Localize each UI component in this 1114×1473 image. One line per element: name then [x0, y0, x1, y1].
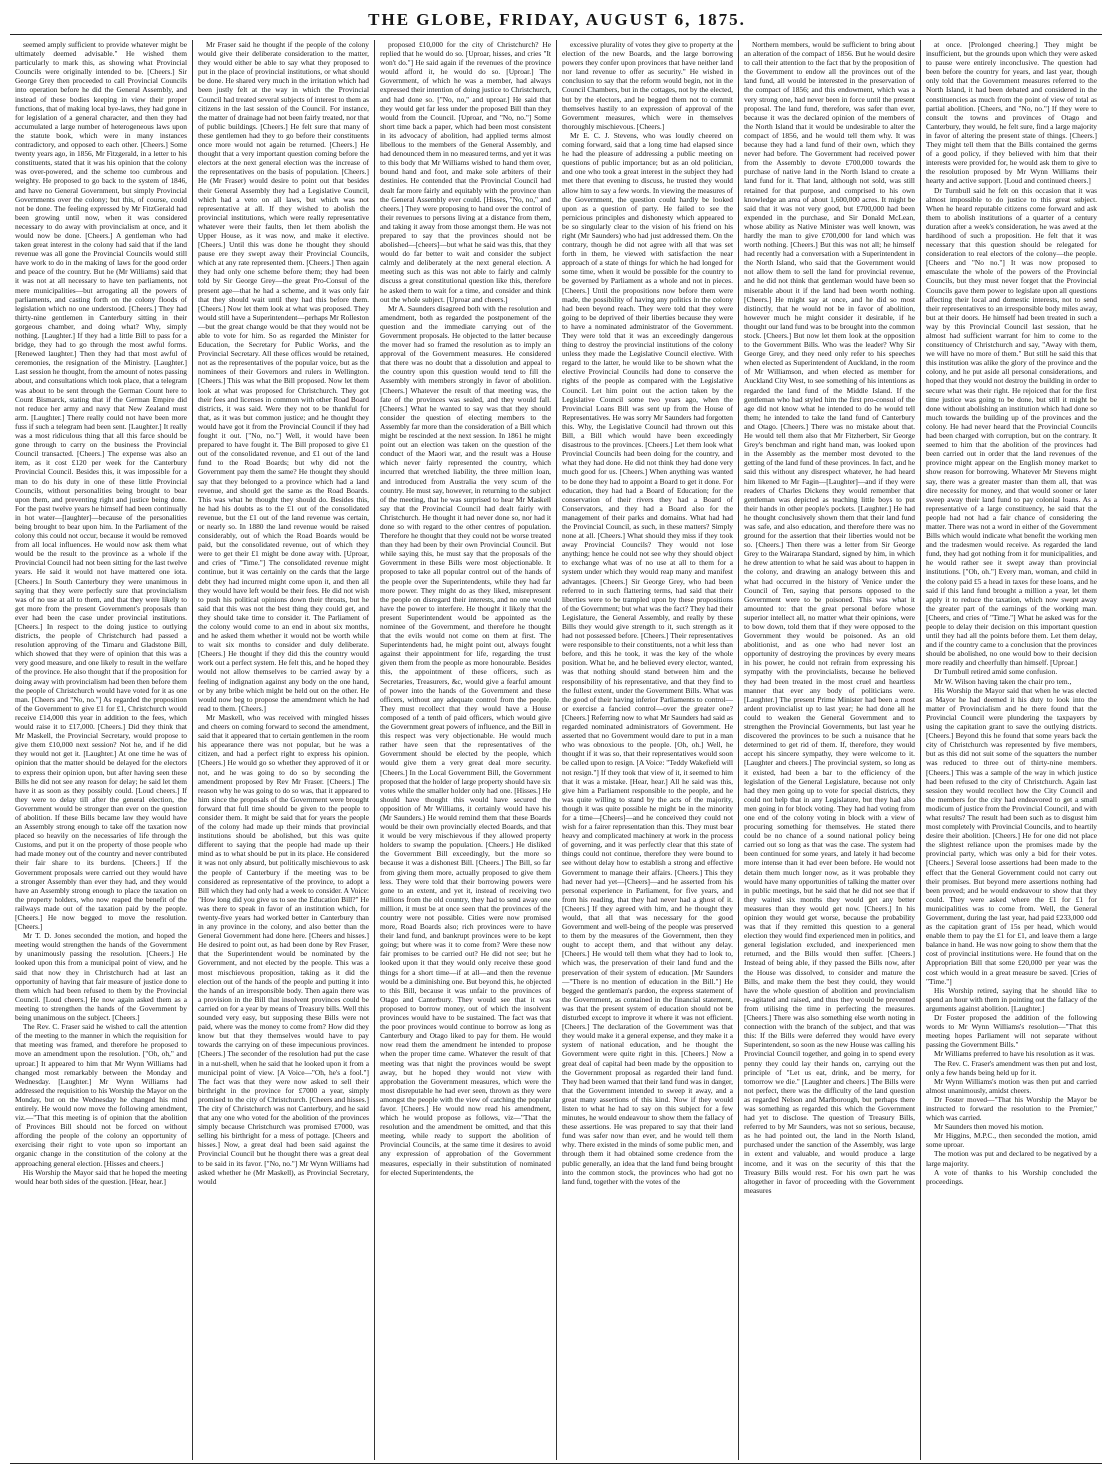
paragraph: The motion was put and declared to be negatived by a large majority. [926, 1149, 1097, 1168]
column-6 [920, 40, 1102, 1460]
paragraph: at once. [Prolonged cheering.] They might be insufficient, but the grounds upon which they were asked to pause were entirely inconclusive. The question had been before the country for years, and last year, though only told that the Government measures referred to the North Island, it had been debated and considered in the constituencies as much from the point of view of total as partial abolition. [Cheers, and "No, no."] If they were to consult the towns and provinces of Otago and Canterbury, they would, he felt sure, find a large majority in favor of altering the present state of things. [Cheers.] They might tell them that the Bills contained the germs of a good policy, if they believed with him that their interests were provided for, he would ask them to give to the resolution proposed by Mr Wynn Williams their hearty and active support. [Loud and continued cheers.] [926, 40, 1097, 186]
paragraph: Mr Higgins, M.P.C., then seconded the motion, amid some uproar. [926, 1131, 1097, 1150]
paragraph: Mr Maskell, who was received with mingled hisses and cheers on coming forward to second the amendment, said that it appeared that to certain gentlemen in the room his appearance there was not popular, but he was a citizen, and had a perfect right to express his opinion. [Cheers.] He would go so whether they approved of it or not, and he was going to do so by seconding the amendment proposed by Rev Mr Fraser. [Cheers.] The reason why he was going to do so was, that it appeared to him since the proposals of the Government were brought forward that full time should be given to the people to consider them. It might be said that for years the people of the colony had made up their minds that provincial institutions should be abolished, but this was quite different to saying that the people had made up their mind as to what should be put in its place. He considered it was not only absurd, but politically mischievous to ask the people of Canterbury if the meeting was to be considered as representative of the province, to adopt a Bill which they had only had a week to consider. A Voice: "How long did you give us to see the Education Bill?" He was there to speak in favor of an institution which, for twenty-five years had worked better in Canterbury than in any province in the colony, and also better than the General Government had done here. [Cheers and hisses.] He desired to point out, as had been done by Rev Fraser, that the Superintendent would be nominated by the Government, and not elected by the people. This was a most mischievous proposition, taking as it did the election out of the hands of the people and putting it into the hands of an irresponsible body. Then again there was a provision in the Bill that insolvent provinces could be carried on for a year by means of Treasury bills. Well this sounded very easy, but supposing these Bills were not paid, where was the money to come from? How did they know but that they themselves would have to pay towards the carrying on of these impecunious provinces. [Cheers.] The seconder of the resolution had put the case in a nut-shell, when he said that he looked upon it from a municipal point of view. [A Voice—"Oh, he's a fool."] The fact was that they were now asked to sell their birthright in the province for £7000 a year, simply promised to the city of Christchurch. [Cheers and hisses.] The city of Christchurch was not Canterbury, and he said that any one who voted for the abolition of the provinces simply because Christchurch was promised £7000, was selling his birthright for a mess of pottage. [Cheers and hisses.] Now, a great deal had been said against the Provincial Council but he thought there was a great deal to be said in its favor. ["No, no."] Mr Wynn Williams had asked whether he (Mr Maskell), as Provincial Secretary, would [198, 712, 369, 1186]
paragraph: Mr Fraser said he thought if the people of the colony would give their deliberate consideration to the matter, they would either be able to say what they proposed to put in the place of provincial institutions, or what should be done. He shared very much in the irritation which had been justly felt at the way in which the Provincial Council had treated several subjects of interest to them as citizens in the last session of the Council. For instance, the matter of drainage had not been fairly treated, nor that of public buildings. [Cheers.] He felt sure that many of these gentlemen had they to go before their constituents once more would not again be returned. [Cheers.] He thought that a very important question coming before the electors at the next general election was the increase of the representatives on the basis of population. [Cheers.] He (Mr Fraser) would desire to point out that besides their General Assembly they had a Legislative Council, which had a veto on all laws, but which was not representative at all. If they wished to abolish the provincial institutions, which were really representative whatever were their faults, then let them abolish the Upper House, as it was now, and make it elective. [Cheers.] Until this was done he thought they should pause ere they swept away their Provincial Councils, which at any rate represented them. [Cheers.] Then again they had only one scheme before them; they had been told by Sir George Grey—the great Pro-Consul of the present age—that he had a scheme, and it was only fair that they should wait until they had this before them. [Cheers.] Now let them look at what was proposed. They would still have a Superintendent—perhaps Mr Rolleston—but the great change would be that they would not be able to vote for him. So as regarded the Minister for Education, the Secretary for Public Works, and the Provincial Secretary. All these offices would be retained, not as the representatives of the popular voice, but as the nominees of their Governors and rulers in Wellington. [Cheers.] This was what the Bill proposed. Now let them look at what was proposed for Christchurch. They got their fees and licenses in common with other Road Board districts, it was said. Were they not to be thankful for that, as it was but common justice; and he thought they would have got it from the Provincial Council if they had fought it out. ["No, no."] Well, it would have been prepared to have fought it. The Bill proposed to give £1 out of the consolidated revenue, and £1 out of the land fund to the Road Boards; but why did not the Government pay them the same? He thought they should say that they belonged to a province which had a land revenue, and should get the same as the Road Boards. This was what he thought they should do. Besides this, he had his doubts as to the £1 out of the consolidated revenue, but the £1 out of the land revenue was certain, or nearly so. In 1880 the land revenue would be raised considerably, out of which the Road Boards would be paid, but the consolidated revenue, out of which they were to get their £1 might be done away with. [Uproar, and cries of "Time."] The consolidated revenue might continue, but it was certainly on the cards that the large debt they had incurred might come upon it, and then all they would have left would be their fees. He did not wish to push his political opinions down their throats, but he said that this was not the best thing they could get, and they should take time to consider it. The Parliament of the colony would come to an end in about six months, and he asked them whether it would not be worth while to wait six months to consider and duly deliberate. [Cheers.] He thought if they did this the country would work out a perfect system. He felt this, and he hoped they would not allow themselves to be carried away by a feeling of indignation against any body on the one hand, or by any bribe which might be held out on the other. He would now beg to propose the amendment which he had read to them. [Cheers.] [198, 40, 369, 713]
paragraph: Mr Williams preferred to have his resolution as it was. [934, 1049, 1095, 1059]
paragraph: Dr Foster proposed the addition of the following words to Mr Wynn Williams's resolution—"That this meeting hopes Parliament will not separate without passing the Government Bills." [926, 1013, 1097, 1050]
paragraph: The Rev. C. Fraser's amendment was then put and lost, only a few hands being held up for it. [926, 1058, 1097, 1077]
paragraph: Northern members, would be sufficient to bring about an alteration of the compact of 1856. But he would desire to call their attention to the fact that by the proposition of the Government to endow all the provinces out of the land fund, all would be interested in the preservation of the compact of 1856; and this endowment, which was a very strong one, had never been in force until the present proposal. The land fund, therefore, was safer than ever, because it was the declared opinion of the members of the North Island that it would be undesirable to alter the compact of 1856, and he would tell them why. It was because they had a land fund of their own, which they never had before. The Government had received power from the Assembly to devote £700,000 towards the purchase of native land in the North Island to create a land fund for it. That land, although not sold, was still retained for that purpose, and comprised to his own knowledge an area of about 1,600,000 acres. It might be said that it was not very good, but £700,000 had been expended in the purchase, and Sir Donald McLean, whose ability as Native Minister was well known, was hardly the man to give £700,000 for land which was worth nothing. [Cheers.] But this was not all; he himself had recently had a conversation with a Superintendent in the North Island, who said that the Government would not allow them to sell the land for provincial revenue, and he did not think that gentleman would have been so miserable about it if the land had been worth nothing. [Cheers.] He might say at once, and he did so most distinctly, that he would not be in favor of abolition, however much he might consider it desirable, if he thought our land fund was to be brought into the common stock. [Cheers.] But now let them look at the opposition to the Government Bills. Who was the leader? Why Sir George Grey, and they need only refer to his speeches when elected as Superintendent of Auckland, in the room of Mr Williamson, and when elected as member for Auckland City West, to see something of his intentions as regarded the land fund of the Middle Island. If the gentleman who had styled him the first pro-consul of the age did not know what he intended to do he would tell them; he intended to take the land fund of Canterbury and Otago. [Cheers.] There was no mistake about that. He would tell them also that Mr Fitzherbert, Sir George Grey's benchman and right hand man, was looked upon in the Assembly as the member most devoted to the getting of the land fund of these provinces. In fact, and he said this without any disrespect whatever, he had heard him likened to Mr Fagin—[Laughter]—and if they were readers of Charles Dickens they would remember that gentleman was depicted as teaching little boys to put their hands in other people's pockets. [Laughter.] He had he thought conclusively shown them that their land fund was safe, and also education, and therefore there was no ground for the assertion that their liberties would not be so. [Cheers.] Then there was a letter from Sir George Grey to the Wairarapa Standard, signed by him, in which he drew attention to what he said was about to happen in the colony, and drawing an analogy between this and what had occurred in the history of Venice under the Council of Ten, saying that persons opposed to the Government were to be poisoned. This was what it amounted to: that the great personal before whose superior intellect all, no matter what their opinions, were to bow down, told them that if they were opposed to the Government they would be poisoned. As an old abolitionist, and as one who had never lost an opportunity of destroying the provinces by every means in his power, he could not refrain from expressing his sympathy with the provincialists, because he believed they had been treated in the most cruel and heartless manner that ever any body of politicians were. [Laughter.] The present Prime Minister had been a most ardent provincialist up to last year; he had done all he could to weaken the General Government and to strengthen the Provincial Governments, but last year he discovered the provinces to be such a nuisance that he determined to get rid of them. If, therefore, they would accept his sincere sympathy, they were welcome to it. [Laughter and cheers.] The provincial system, so long as it existed, had been a bar to the efficiency of the legislation of the General Legislature, because not only had they men going up to vote for special districts, they could not help that in any Legislature, but they had also men going in for block voting. They had had voting from one end of the colony voting in block with a view of procuring something for themselves. He stated there could be no chance of a sound national policy being carried out so long as that was the case. The system had been continued for some years, and lately it had become more intense than it had ever been before. He would not detain them much longer now, as it was probable they would have many opportunities of talking the matter over in public meetings, but he said that he did not see that if they waited six months they would get any better measures than they would get now. [Cheers.] In his opinion they would get worse, because the probability was that if they remitted this question to a general election they would find experienced men in politics, and general legislation excluded, and inexperienced men returned, and the Bills would then suffer. [Cheers.] Instead of being able, if they passed the Bills now, after the House was dissolved, to consider and mature the Bills, and make them the best they could, they would have the whole question of abolition and provincialism re-agitated and raised, and thus they would be prevented from utilising the time in perfecting the measures. [Cheers.] There was also something else worth noting in connection with the branch of the subject, and that was this: If the Bills were deferred they would have every Superintendent, so soon as the new House was calling his Provincial Council together, and going in to spend every penny they could lay their hands on, carrying out the principle of "Let us eat, drink, and be merry, for tomorrow we die." [Laughter and cheers.] The Bills were not perfect, there was the difficulty of the land question as regarded Nelson and Marlborough, but perhaps there was something as regarded this which the Government had yet to disclose. The question of Treasury Bills, referred to by Mr Saunders, was not so serious, because, as he had pointed out, the land in the North Island, purchased under the sanction of the Assembly, was large in extent and valuable, and would produce a large income, and it was on the security of this that the Treasury Bills would rest. For his own part he was altogether in favor of proceeding with the Government measures [744, 40, 915, 1195]
paragraph: Dr Foster moved—"That his Worship the Mayor be instructed to forward the resolution to the Premier," which was carried. [926, 1094, 1097, 1123]
paragraph: Mr T. D. Jones seconded the motion, and hoped the meeting would strengthen the hands of the Government by unanimously passing the resolution. [Cheers.] He looked upon this from a municipal point of view, and he said that now they in Christchurch had at last an opportunity of having that fair measure of justice done to them which had been refused to them by the Provincial Council. [Loud cheers.] He now again asked them as a meeting to strengthen the hands of the Government by being unanimous on the subject. [Cheers.] [15, 931, 187, 1023]
page-masthead: THE GLOBE, FRIDAY, AUGUST 6, 1875. [368, 10, 746, 29]
paragraph: Mr Saunders then moved his motion. [934, 1122, 1044, 1132]
paragraph: Dr Turnbull said he felt on this occasion that it was almost impossible to do justice to this great subject. When he heard reputable citizens come forward and ask them to abolish institutions of a quarter of a century duration after a week's consideration, he was awed at the hardihood of such a proposition. He felt that it was necessary that this question should be relegated for consideration to real electors of the colony—the people. [Cheers and "No no."] It was now proposed to emasculate the whole of the powers of the Provincial Councils, but they must never forget that the Provincial Councils gave them power to legislate upon all questions affecting their local and domestic interests, not to send their representatives to an irresponsible body miles away, but at their doors. He himself had been treated in such a way by this Provincial Council last session, that he almost had sufficient warrant for him to come to the constituency of Christchurch and say, "Away with them, we will have no more of them." But still he said this that this institution was alike the glory of the province and the colony, and he put aside all personal considerations, and hoped that they would not destroy the building in order to secure what was their right. He rejoiced that for the first time justice was going to be done, but still it might be done without abolishing an institution which had done so much towards the building up of the provinces and the colony. He had never heard that the Provincial Councils had been charged with corruption, but on the contrary. It seemed to him that the abolition of the provinces had been carried out in order that the land revenues of the province might appear on the English money market to show reason for borrowing. Whatever Mr Stevens might say, there was a greater master than them all, that was dire necessity for money, and that would sooner or later sweep away their land fund to pay colonial loans. As a representative of a large constituency, he said that the people had not had a fair chance of considering the matter. There was not a word in either of the Government Bills which would indicate what benefit the working men and the tradesmen would receive. As regarded the land fund, they had got nothing from it for municipalities, and he would rather see it swept away than provincial institutions. ["Oh, oh."] Every man, woman, and child in the colony paid £5 a head in taxes for these loans, and he said if this land fund brought a million a year, let them apply it to reduce the taxation, which now swept away the greater part of the earnings of the working man. [Cheers, and cries of "Time."] What he asked was for the people to delay their decision on this important question until they had all the points before them. Let them delay, and if the country came to a conclusion that the provinces should be abolished, no one would bow to their decision more readily and cheerfully than himself. [Uproar.] [926, 185, 1097, 668]
paragraph: Mr A. Saunders disagreed both with the resolution and amendment, both as regarded the postponement of the question and the immediate carrying out of the Government proposals. He objected to the latter because the mover had so framed the resolution as to imply an approval of the Government measures. He considered that there was no doubt that a dissolution and appeal to the country upon this question would tend to fill the Assembly with members strongly in favor of abolition. [Cheers.] Whatever the result of that meeting was, the fate of the provinces was sealed, and they would fall. [Cheers.] What he wanted to say was that they should consider the question of electing members to the Assembly far more than the consideration of a Bill which might be rescinded at the next session. In 1861 he might point out an election was taken on the question of the conduct of the Maori war, and the result was a House which never fairly represented the country, which incurred that wretched liability, the three million loan, and introduced from Australia the very scum of the country. He must say, however, in returning to the subject of the meeting, that he was surprised to hear Mr Maskell say that the Provincial Council had dealt fairly with Christchurch. He thought it had never done so, nor had it done so with regard to the other centres of population. Therefore he thought that they could not be worse treated than they had been by their own Provincial Council. But while saying this, he must say that the proposals of the Government in these Bills were most objectionable. It proposed to take all popular control out of the hands of the people over the Superintendents, while they had far more power. They might do as they liked, misrepresent the people on disregard their interests, and no one would have the power to interfere. He thought it likely that the present Superintendent would be appointed as the nominee of the Government, and therefore he thought that the evils would not come on them at first. The Superintendents had, he might point out, always fought against their appointment for life, regarding the trust given them from the people as more honourable. Besides this, the appointment of these officers, such as Secretaries, Treasurers, &c, would give a fearful amount of power into the hands of the Government and these officers, without any adequate control from the people. They must recollect that they would have a House composed of a tenth of paid officers, which would give the Government great powers of influence, and the Bill in this respect was very objectionable. He would much rather have seen that the representatives of the Government should be elected by the people, which would give them a very great deal more security. [Cheers.] In the Local Government Bill, the Government proposed that the holder of large property should have six votes while the smaller holder only had one. [Hisses.] He should have thought this would have secured the opposition of Mr Williams, it certainly would have his (Mr Saunders.) He would remind them that these Boards would be their own provincially elected Boards, and that it would be very mischievous if they allowed property holders to swamp the population. [Cheers.] He disliked the Government Bill exceedingly, but the more so because it was a dishonest Bill. [Cheers.] The Bill, so far from giving them more, actually proposed to give them less. They were told that their borrowing powers were gone to an extent, and yet it, instead of receiving two millions from the old country, they had to send away one million, it must be at once seen that the provinces of the country were not possible. Cities were now promised more, Road Boards also; rich provinces were to have their land fund, and bankrupt provinces were to be kept going; but where was it to come from? Were these now fair promises to be carried out? He did not see; but he looked upon it that they would only receive these good things for a short time—if at all—and then the revenue would be a diminishing one. But beyond this, he objected to this Bill, because it was unfair to the provinces of Otago and Canterbury. They would see that it was proposed to borrow money, out of which the insolvent provinces would have to be sustained. The fact was that the poor provinces would continue to borrow as long as Canterbury and Otago liked to pay for them. He would now read them the amendment he intended to propose when the proper time came. Whatever the result of that meeting was that night the provinces would be swept away, but he hoped they would not view with approbation the Government measures, which were the most disreputable he had ever seen, thrown as they were amongst the people with the view of catching the popular favor. [Cheers.] He would now read his amendment, which he would propose as follows, viz—"That the resolution and the amendment be omitted, and that this meeting, while ready to support the abolition of Provincial Councils, at the same time it desires to avoid any expression of approbation of the Government measures, especially in their substitution of nominated for elected Superintendents, the [380, 303, 551, 1177]
newspaper-columns [10, 40, 1102, 1460]
paragraph: seemed amply sufficient to provide whatever might be ultimately deemed advisable." He wished them particularly to mark this, as showing what Provincial Councils were originally intended to be. [Cheers.] Sir George Grey then proceeded to call Provincial Councils into operation before he did the General Assembly, and instead of these bodies keeping in view their proper functions, that of making local bye-laws, they had gone in for legislation of a general character, and then they had accumulated a large number of heterogeneous laws upon the statute book, which were in many instances contradictory, and opposed to each other. [Cheers.] Some twenty years ago, in 1856, Mr Fitzgerald, in a letter to his constituents, stated that it was his opinion that the colony was over-powered, and the scheme too cumbrous and weighty. He proposed to go back to the system of 1846, and have no General Government, but simply Provincial Governments over the colony; but this, of course, could not be done. The feeling expressed by Mr FitzGerald had been growing until now, when it was considered necessary to do away with provincialism at once, and it would now be done. [Cheers.] A gentleman who had taken great interest in the colony had said that if the land revenue was all gone the Provincial Councils would still have work to do in the making of laws for the good order and peace of the country. But he (Mr Williams) said that it was not at all necessary to have ten parliaments, not mere municipalities—but arrogating all the powers of parliaments, and casting forth on the colony floods of legislation which no one understood. [Cheers.] They had thirty-nine gentlemen in Canterbury sitting in their gorgeous chamber, and doing what? Why, simply nothing. [Laughter.] If they had a little Bill to pass for a bridge, they had to go through the most awful forms. [Renewed laughter.] Then they had that most awful of ceremonies, the resignation of the Ministry. [Laughter.] Last session he thought, from the amount of notes passing about, and consultations which took place, that a telegram was about to be sent through the German Count here to Count Bismarck, stating that if the German Empire did not reduce her army and navy that New Zealand must arm. [Laughter.] There really could not have been more fuss if such a telegram had been sent. [Laughter.] It really was a most ridiculous thing that all this farce should be gone through to carry on the business the Provincial Council transacted. [Cheers.] The expense was also an item, as it cost £120 per week for the Canterbury Provincial Council. Besides this, it was impossible for a man to do his duty in one of these little Provincial Councils, without personalities being brought to bear upon them, and preventing right and justice being done. For the past twelve years he himself had been continually in hot water—[laughter]—because of the personalities being brought to bear upon him. In the Parliament of the colony this could not occur, because it would be removed from all local influences. He would now ask them what would be the result to the province as a whole if the Provincial Council had not been sitting for the last twelve years. He said it would not have mattered one iota. [Cheers.] In South Canterbury they were unanimous in saying that they were perfectly sure that provincialism was of no use at all to them, and that they were likely to get more from the present Government's proposals than ever had been the case under provincial institutions. [Cheers.] In respect to the doing justice to outlying districts, the people of Christchurch had passed a resolution approving of the Timaru and Gladstone Bill, which showed that they were of opinion that this was a very good measure, and one likely to result in the welfare of the province. He also thought that if the proposition for doing away with provincialism had been then before them the people of Christchurch would have voted for it as one man. [Cheers and "No, no."] As regarded the proposition of the Government to give £1 for £1, Christchurch would receive £14,000 this year in addition to the fees, which would raise it to £17,000. [Cheers.] Did they think that Mr Maskell, the Provincial Secretary, would propose to give them £10,000 next session? Not he, and if he did they would not get it. [Laughter.] At one time he was of opinion that the matter should be delayed for the electors to express their opinion upon, but after having seen these Bills he did not see any reason for delay; he said let them have it as soon as they possibly could. [Loud cheers.] If they were to delay till after the general election, the Government would be stronger than ever on the question of abolition. If these Bills became law they would have an Assembly strong enough to take off the taxation now placed so heavily on the necessaries of life through the Customs, and put it on the property of those people who had made money out of the country and never contributed their fair share to its burdens. [Cheers.] If the Government proposals were carried out they would have a stronger Assembly than ever they had, and they would have an Assembly strong enough to place the taxation on the property holders, who now reaped the benefit of the railways made out of the taxation paid by the people. [Cheers.] He now begged to move the resolution. [Cheers.] [15, 40, 187, 932]
paragraph: His Worship the Mayor said that when he was elected as Mayor he had deemed it his duty to look into the matter of Provincialism and he there found that the Provincial Council were plundering the taxpayers by using the capitation grant to save the outlying districts. [Cheers.] Beyond this he found that some years back the city of Christchurch was represented by five members, but as this did not suit some of the squatters the number was reduced to three out of thirty-nine members. [Cheers.] This was a sample of the way in which justice had been refused to the city of Christchurch. Again last session they would recollect how the City Council and the members for the city had endeavored to get a small modicum of justice from the Provincial Council, and with what results? The result had been such as to disgust him most completely with Provincial Councils, and to heartily desire their abolition. [Cheers.] He for one did not place the slightest reliance upon the promises made by the provincial party, which was only a bid for their votes. [Cheers.] Several loose assertions had been made to the effect that the General Government could not carry out their promises. But beyond mere assertions nothing had been proved; and he would endeavour to show that they could. They were asked where the £1 for £1 for municipalities was to come from. Well, the General Government, during the last year, had paid £233,000 odd as the capitation grant of 15s per head, which would enable them to pay the £1 for £1, and leave them a large balance in hand. He was now going to show them that the cost of provincial institutions were. He found that on the Appropriation Bill that some £20,000 per year was the cost which would in a great measure be saved. [Cries of "Time."] [926, 685, 1097, 986]
paragraph: Mr E. C. J. Stevens, who was loudly cheered on coming forward, said that a long time had elapsed since he had the pleasure of addressing a public meeting on questions of public importance; but as an old politician, and one who took a great interest in the subject they had met there that evening to discuss, he trusted they would allow him to say a few words. In viewing the measures of the Government, the question could hardly be looked upon as a question of party. He failed to see the pernicious principles and dishonesty which appeared to be so singularly clear to the vision of his friend on his right (Mr Saunders) who had just addressed them. On the contrary, though he did not agree with all that was set forth in them, he viewed with satisfaction the near approach of a state of things for which he had longed for some time, when it would be possible for the country to be governed by Parliament as a whole and not in pieces. [Cheers.] Until the propositions now before them were made, the possibility of having any politics in the colony had been beyond reach. They were told that they were going to be deprived of their liberties because they were to have a nominated administrator of the Government. They were told that it was an exceedingly dangerous thing to destroy the provincial institutions of the colony unless they made the Legislative Council elective. With regard to the latter, he would like to be shown what the elective Provincial Councils had done to conserve the rights of the people as compared with the Legislative Council. Let him point out the action taken by the Legislative Council some two years ago, when the Provincial Loans Bill was sent up from the House of Representatives. He was sorry Mr Saunders had forgotten this. Why, the Legislative Council had thrown out this Bill, a Bill which would have been exceedingly disastrous to the provinces. [Cheers.] Let them look what Provincial Councils had been doing for the country, and what they had done. He did not think they had done very much good for us. [Cheers.] When anything was wanted to be done they had to appoint a Board to get it done. For education, they had had a Board of Education; for the conservation of their rivers they had a Board of Conservators, and they had a Board also for the management of their parks and domains. What had had the Provincial Council, as such, in these matters? Simply none at all. [Cheers.] What should they miss if they took away Provincial Councils? They would not lose anything; hence he could not see why they should object to exchange what was of no use at all to them for a system under which they would reap many and manifest advantages. [Cheers.] Sir George Grey, who had been referred to in such flattering terms, had said that their liberties were to be trampled upon by these propositions of the Government; but what was the fact? They had their Legislature, the General Assembly, and really by these Bills they would give strength to it, such strength as it had not possessed before. [Cheers.] Their representatives were responsible to their constituents, not a whit less than before, and this he took, it was the key of the whole position. What he, and he believed every elector, wanted, was that nothing should stand between him and the responsibility of his representative, and that they find to the fullest extent, under the Government Bills. What was the good of their having inferior Parliaments to control—or exercise a fancied control—over the greater one? [Cheers.] Referring now to what Mr Saunders had said as regarded nominated administrators of Government. He asserted that no Government would dare to put in a man who was obnoxious to the people. [Oh, oh.] Well, he thought if it was so, that their representatives would soon be called upon to resign. [A Voice: "Teddy Wakefield will not resign."] If they took that view of it, it seemed to him that it was a mistake. [Hear, hear.] All he said was this, give him a Parliament responsible to the people, and he was quite willing to stand by the acts of the majority, though it was quite possible he might be in the minority for a time—[Cheers]—and he conceived they could not wish for a fairer representation than this. They must bear heavy and complicated machinery at work in the process of governing, and it was perfectly clear that this state of things could not continue, therefore they were bound to see without delay how to establish a strong and effective Government to manage their affairs. [Cheers.] This they had never had yet—[Cheers]—and he asserted from his personal experience in Parliament, for five years, and from his reading, that they had never had a ghost of it. [Cheers.] If they agreed with him, and he thought they would, that all that was necessary for the good Government and well-being of the people was preserved to them by the measures of the Government, then they ought to accept them, and that without any delay. [Cheers.] He would tell them what they had to look to, which was, the preservation of their land fund and the preservation of their system of education. [Mr Saunders—"There is no mention of education in the Bill."] He begged the gentleman's pardon, the express statement of the Government, as contained in the financial statement, was that the present system of education should not be disturbed except to improve it where it was not efficient. [Cheers.] The declaration of the Government was that they would make it a general expense, and they make it a system of national education, and he thought the Government were quite right in this. [Cheers.] Now a great deal of capital had been made by the opposition to the Government proposal as regarded their land fund. They had been warned that their land fund was in danger, that the Government intended to sweep it away, and a great many assertions of this kind. Now if they would listen to what he had to say on this subject for a few minutes, he would endeavour to show them the fallacy of these assertions. He was prepared to say that their land fund was safer now than ever, and he would tell them why. There existed in the minds of some public men, and through them it had obtained some credence from the public generally, an idea that the land fund being brought into the common stock, the provinces who had got no land fund, together with the votes of the [562, 130, 733, 1186]
paragraph: The Rev. C. Fraser said he wished to call the attention of the meeting to the manner in which the requisition for that meeting was framed, and therefore he proposed to move an amendment upon the resolution. ["Oh, oh," and uproar.] It appeared to him that Mr Wynn Williams had changed most remarkably between the Monday and Wednesday. [Laughter.] Mr Wynn Williams had addressed the requisition to his Worship the Mayor on the Monday, but on the Wednesday he changed his mind entirely. He would now move the following amendment, viz.—"That this meeting is of opinion that the abolition of Provinces Bill should not be forced on without affording the people of the colony an opportunity of exercising their right to vote upon so important an organic change in the constitution of the colony at the approaching general election. [Hisses and cheers.] [15, 1022, 187, 1168]
paragraph: Mr Wynn Williams's motion was then put and carried almost unanimously, amidst cheers. [926, 1076, 1097, 1095]
footer-rule [10, 1463, 1102, 1464]
paragraph: Mr W. Wilson having taken the chair pro tem., [934, 676, 1072, 686]
column-2 [192, 40, 374, 1460]
paragraph: proposed £10,000 for the city of Christchurch? He replied that he would do so. [Uproar, hisses, and cries "It won't do."] He said again if the revenues of the province would afford it, he would do so. [Uproar.] The Government, of which he was a member, had always expressed their intention of doing justice to Christchurch, and had done so. ["No, no," and uproar.] He said that they would get far less under the proposed Bill than they would from the Council. [Uproar, and "No, no."] Some short time back a paper, which had been most consistent in its advocacy of abolition, had applied terms almost libellous to the members of the General Assembly, and had denounced them in no measured terms, and yet it was to this body that Mr Williams wished to hand them over, bound hand and foot, and make sole arbiters of their destinies. He contended that the Provincial Council had dealt far more fairly and equitably with the province than the General Assembly ever could. [Hisses, "No, no," and cheers.] They were proposing to hand over the control of their revenues to persons living at a distance from them, and taking it away from those amongst them. He was not prepared to say that the provinces should not be abolished—[cheers]—but what he said was this, that they would do far better to wait and consider the subject calmly and deliberately at the next general election. A meeting such as this was not able to fairly and calmly discuss a great constitutional question like this, therefore he asked them to wait for a time, and consider and think out the whole subject. [Uproar and cheers.] [380, 40, 551, 304]
column-5 [738, 40, 920, 1460]
paragraph: His Worship retired, saying that he should like to spend an hour with them in pointing out the fallacy of the arguments against abolition. [Laughter.] [926, 985, 1097, 1013]
paragraph: Dr Turnbull retired amid some confusion. [934, 667, 1058, 677]
paragraph: His Worship the Mayor said that he hoped the meeting would hear both sides of the question. [Hear, hear.] [15, 1167, 187, 1186]
column-3 [374, 40, 556, 1460]
masthead-rule [10, 34, 1102, 35]
paragraph: excessive plurality of votes they give to property at the election of the new Boards, and the large borrowing powers they confer upon provinces that have neither land nor land revenue to offer as security." He wished in conclusion to say that the reform would begin, not in the Council Chambers, but in the cottages, not by the elected, but by the electors, and he begged them not to commit themselves hastily to an expression of approval of the Government measures, which were in themselves thoroughly mischievous. [Cheers.] [562, 40, 733, 131]
column-1 [10, 40, 192, 1460]
paragraph: A vote of thanks to his Worship concluded the proceedings. [926, 1167, 1097, 1186]
column-4 [556, 40, 738, 1460]
